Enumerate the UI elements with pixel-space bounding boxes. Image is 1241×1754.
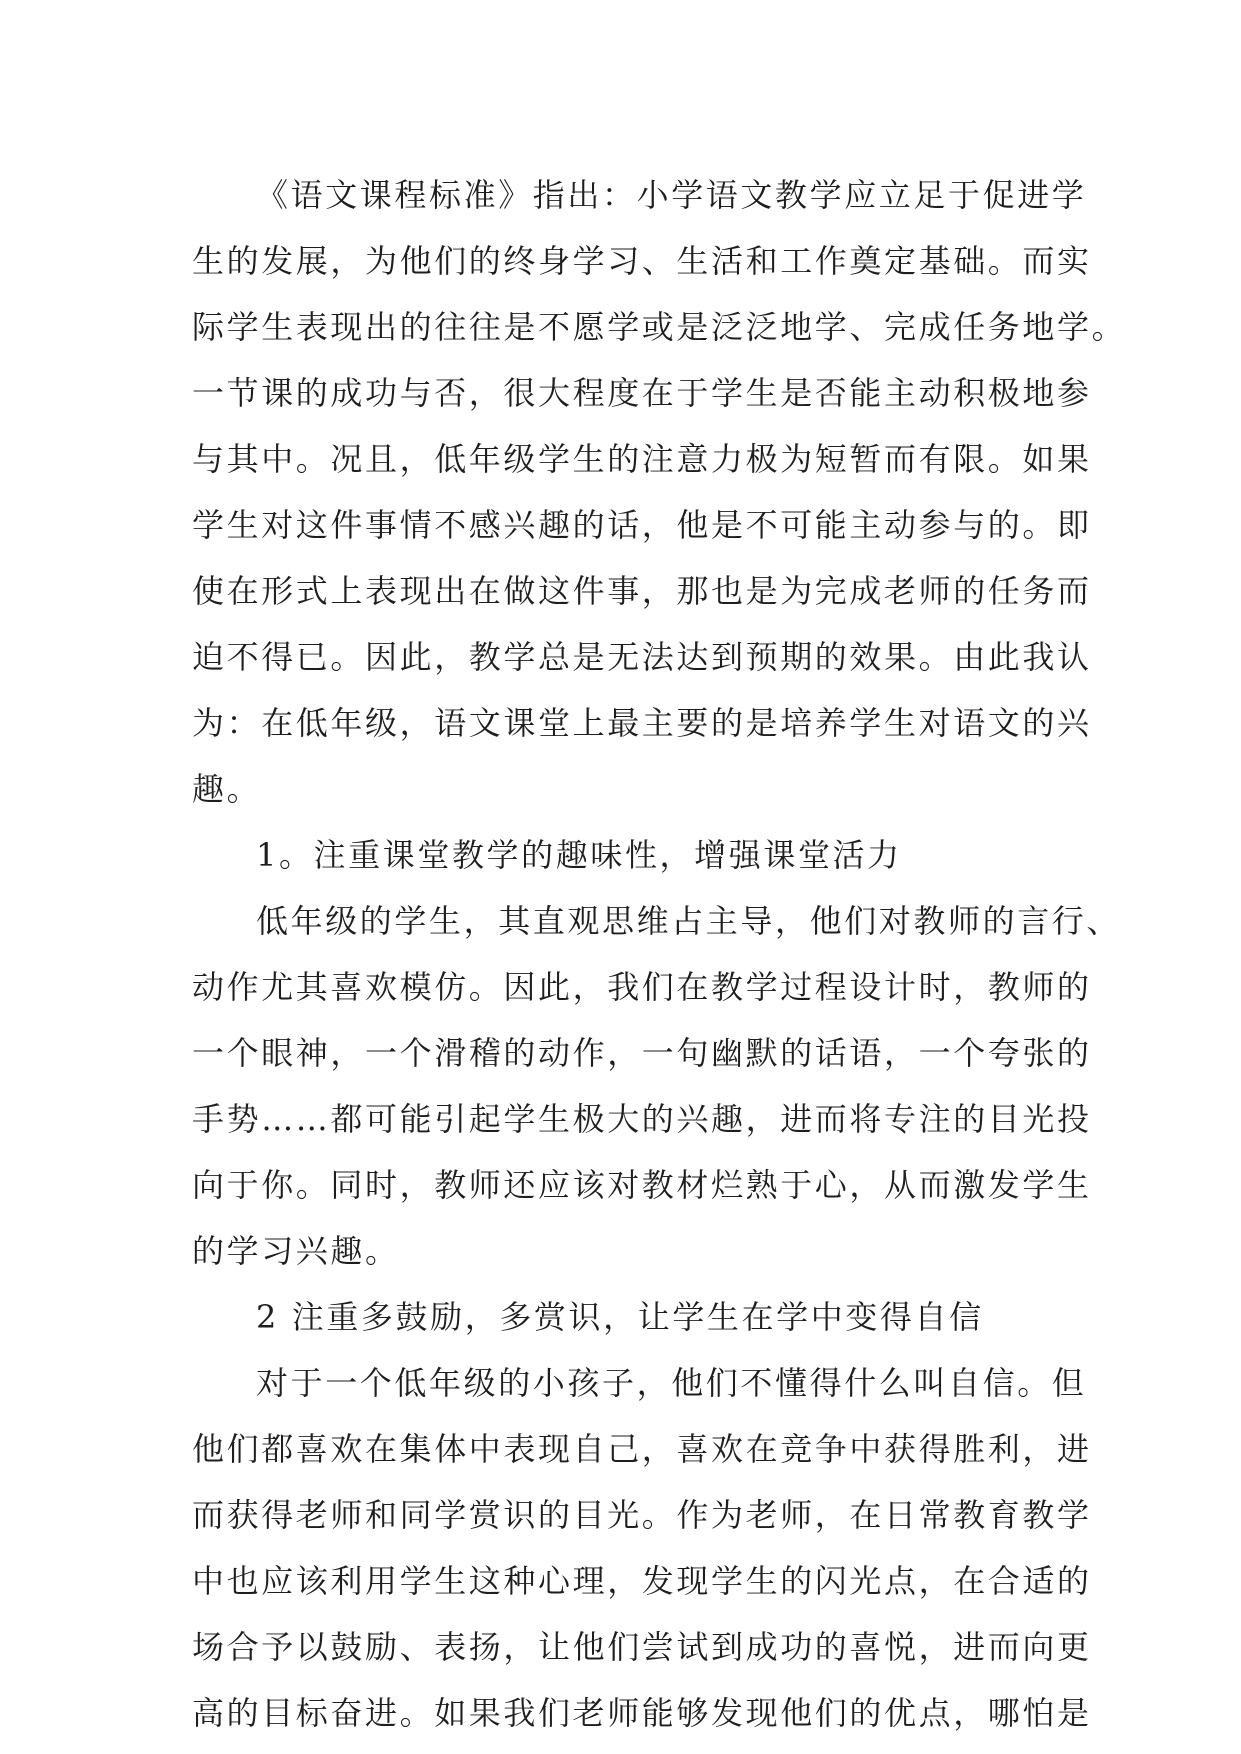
text-line: 向于你。同时，教师还应该对教材烂熟于心，从而激发学生 — [192, 1166, 1092, 1204]
section-heading: 2 注重多鼓励，多赏识，让学生在学中变得自信 — [256, 1298, 984, 1336]
section-heading: 1。注重课堂教学的趣味性，增强课堂活力 — [256, 836, 902, 874]
text-line: 《语文课程标准》指出：小学语文教学应立足于促进学 — [256, 176, 1087, 214]
text-line: 对于一个低年级的小孩子，他们不懂得什么叫自信。但 — [256, 1364, 1087, 1402]
text-line: 低年级的学生，其直观思维占主导，他们对教师的言行、 — [256, 902, 1122, 940]
text-line: 手势……都可能引起学生极大的兴趣，进而将专注的目光投 — [192, 1100, 1092, 1138]
document-body — [192, 162, 1127, 1746]
text-line: 趣。 — [192, 770, 262, 808]
text-line: 迫不得已。因此，教学总是无法达到预期的效果。由此我认 — [192, 638, 1092, 676]
text-line: 的学习兴趣。 — [192, 1232, 400, 1270]
text-line: 场合予以鼓励、表扬，让他们尝试到成功的喜悦，进而向更 — [192, 1628, 1092, 1666]
text-line: 高的目标奋进。如果我们老师能够发现他们的优点，哪怕是 — [192, 1694, 1092, 1732]
text-line: 一节课的成功与否，很大程度在于学生是否能主动积极地参 — [192, 374, 1092, 412]
text-line: 而获得老师和同学赏识的目光。作为老师，在日常教育教学 — [192, 1496, 1092, 1534]
text-line: 为：在低年级，语文课堂上最主要的是培养学生对语文的兴 — [192, 704, 1092, 742]
text-line: 他们都喜欢在集体中表现自己，喜欢在竞争中获得胜利，进 — [192, 1430, 1092, 1468]
text-line: 使在形式上表现出在做这件事，那也是为完成老师的任务而 — [192, 572, 1092, 610]
text-line: 中也应该利用学生这种心理，发现学生的闪光点，在合适的 — [192, 1562, 1092, 1600]
text-line: 生的发展，为他们的终身学习、生活和工作奠定基础。而实 — [192, 242, 1092, 280]
text-line: 与其中。况且，低年级学生的注意力极为短暂而有限。如果 — [192, 440, 1092, 478]
text-line: 动作尤其喜欢模仿。因此，我们在教学过程设计时，教师的 — [192, 968, 1092, 1006]
text-line: 际学生表现出的往往是不愿学或是泛泛地学、完成任务地学。 — [192, 308, 1127, 346]
text-line: 学生对这件事情不感兴趣的话，他是不可能主动参与的。即 — [192, 506, 1092, 544]
text-line: 一个眼神，一个滑稽的动作，一句幽默的话语，一个夸张的 — [192, 1034, 1092, 1072]
